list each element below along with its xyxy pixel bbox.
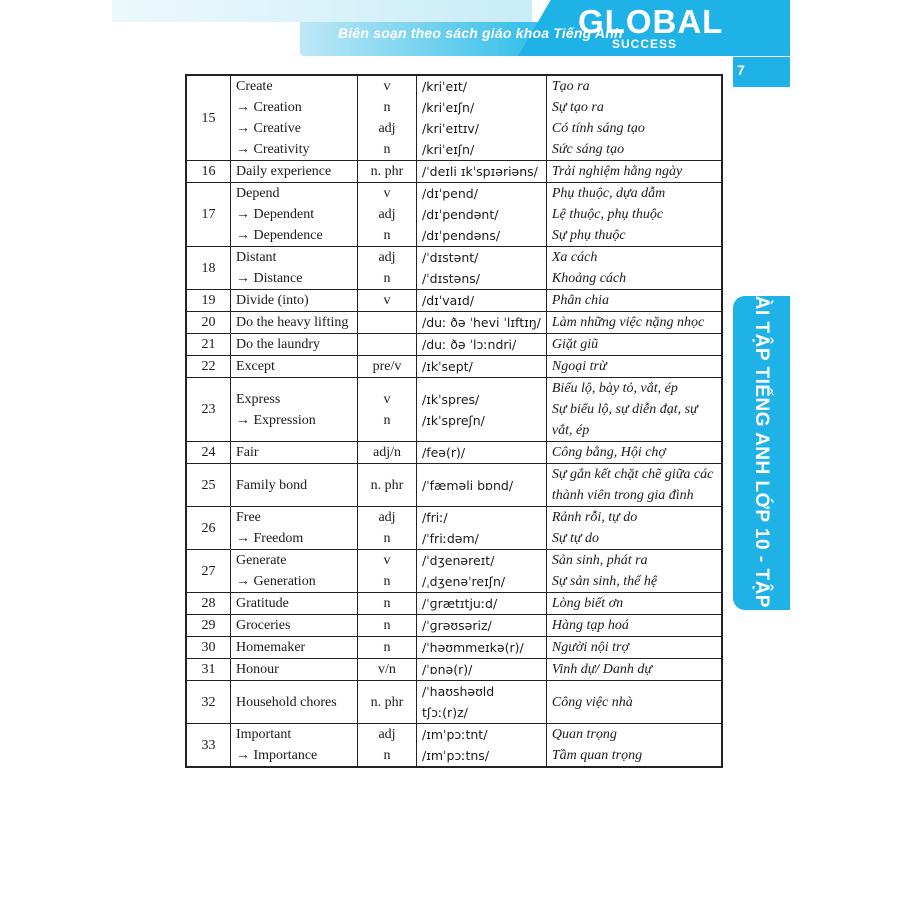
table-row: [186, 161, 722, 183]
entry-number-cell: 22: [186, 356, 231, 378]
entry-pronunciation: /dɪˈpendəns/: [422, 228, 501, 243]
entry-word: Create: [236, 79, 273, 94]
entry-part-of-speech: v: [383, 186, 391, 201]
entry-number-cell: 29: [186, 615, 231, 637]
entry-meaning-cell: [546, 356, 722, 378]
entry-part-of-speech: n: [383, 748, 391, 763]
entry-part-of-speech-cell: [358, 615, 417, 637]
entry-word: Important: [236, 727, 292, 742]
table-row: [186, 615, 722, 637]
entry-meaning: Biểu lộ, bày tỏ, vắt, ép: [551, 381, 678, 396]
entry-part-of-speech: n: [383, 228, 391, 243]
entry-pronunciation: /friː/: [422, 510, 448, 525]
entry-meaning-cell: [546, 183, 722, 247]
entry-meaning: Khoảng cách: [551, 271, 627, 286]
entry-pronunciation-cell: [417, 161, 547, 183]
entry-pronunciation: tʃɔː(r)z/: [422, 705, 468, 720]
entry-pronunciation: /ɪkˈspreʃn/: [422, 412, 485, 428]
entry-word: → Freedom: [236, 531, 304, 546]
entry-word-cell: [231, 334, 358, 356]
entry-number-cell: 31: [186, 659, 231, 681]
entry-word-cell: [231, 378, 358, 442]
entry-word: Honour: [236, 662, 279, 677]
entry-pronunciation: /kriˈeɪʃn/: [422, 142, 475, 157]
entry-part-of-speech-cell: [358, 247, 417, 290]
entry-word: Divide (into): [236, 293, 309, 308]
table-row: [186, 550, 722, 593]
header-subtitle: Biên soạn theo sách giáo khoa Tiếng Anh: [338, 25, 623, 41]
entry-word-cell: [231, 550, 358, 593]
entry-pronunciation-cell: [417, 75, 547, 161]
entry-part-of-speech: n: [383, 574, 391, 589]
entry-meaning: Làm những việc nặng nhọc: [551, 315, 705, 330]
entry-pronunciation-cell: [417, 290, 547, 312]
entry-pronunciation: /ˈhaʊshəʊld: [422, 684, 495, 699]
entry-part-of-speech: n. phr: [370, 164, 404, 179]
entry-meaning: Xa cách: [551, 250, 598, 265]
entry-meaning-cell: [546, 290, 722, 312]
entry-meaning: Công việc nhà: [551, 694, 633, 710]
entry-part-of-speech: adj: [378, 121, 396, 136]
entry-pronunciation: /ˌdʒenəˈreɪʃn/: [422, 574, 506, 589]
entry-part-of-speech: v/n: [378, 662, 396, 677]
entry-word-cell: [231, 507, 358, 550]
entry-pronunciation: /dɪˈpend/: [422, 186, 478, 201]
entry-part-of-speech: adj: [378, 727, 396, 742]
entry-pronunciation: /feə(r)/: [422, 445, 466, 460]
entry-word: → Dependence: [236, 228, 323, 243]
entry-pronunciation: /dɪˈvaɪd/: [422, 293, 475, 308]
entry-part-of-speech: v: [383, 553, 391, 568]
entry-word: Free: [236, 510, 261, 525]
entry-part-of-speech-cell: [358, 378, 417, 442]
entry-word-cell: [231, 659, 358, 681]
entry-word: Express: [236, 391, 281, 407]
entry-part-of-speech-cell: [358, 183, 417, 247]
entry-meaning: Sự tạo ra: [551, 100, 604, 115]
entry-part-of-speech: v: [383, 391, 391, 407]
entry-pronunciation: /ɪmˈpɔːtnt/: [422, 727, 488, 742]
entry-meaning-cell: [546, 593, 722, 615]
entry-meaning: Trải nghiệm hằng ngày: [551, 164, 683, 179]
entry-number-cell: 32: [186, 681, 231, 724]
entry-meaning-cell: [546, 550, 722, 593]
entry-part-of-speech: n: [383, 531, 391, 546]
table-row: [186, 724, 722, 768]
entry-part-of-speech-cell: [358, 442, 417, 464]
entry-part-of-speech: n: [383, 271, 391, 286]
entry-word-cell: [231, 615, 358, 637]
entry-word-cell: [231, 290, 358, 312]
entry-pronunciation: /ˈɡrætɪtjuːd/: [422, 596, 498, 611]
entry-meaning: Công bằng, Hội chợ: [551, 445, 666, 460]
entry-meaning-cell: [546, 75, 722, 161]
entry-part-of-speech-cell: [358, 593, 417, 615]
entry-part-of-speech: n: [383, 142, 391, 157]
entry-pronunciation-cell: [417, 464, 547, 507]
entry-word-cell: [231, 183, 358, 247]
entry-part-of-speech: adj: [378, 510, 396, 525]
table-row: [186, 312, 722, 334]
entry-word: Distant: [236, 250, 277, 265]
entry-pronunciation: /kriˈeɪtɪv/: [422, 121, 479, 136]
entry-word: → Expression: [236, 412, 316, 428]
entry-meaning: Lệ thuộc, phụ thuộc: [551, 207, 664, 222]
entry-meaning: Sự biểu lộ, sự diễn đạt, sự vắt, ép: [551, 402, 698, 438]
entry-meaning: Giặt giũ: [551, 337, 599, 352]
entry-pronunciation: /dɪˈpendənt/: [422, 207, 499, 222]
entry-part-of-speech-cell: [358, 724, 417, 768]
entry-meaning-cell: [546, 464, 722, 507]
table-row: [186, 334, 722, 356]
entry-part-of-speech: n. phr: [370, 477, 404, 493]
entry-part-of-speech: pre/v: [372, 359, 402, 374]
entry-meaning: Sản sinh, phát ra: [551, 553, 648, 568]
entry-word-cell: [231, 312, 358, 334]
entry-number-cell: 33: [186, 724, 231, 768]
entry-meaning: Sự phụ thuộc: [551, 228, 626, 243]
entry-part-of-speech-cell: [358, 290, 417, 312]
entry-pronunciation: /ˈɡrəʊsəriz/: [422, 618, 492, 633]
entry-pronunciation: /ˈfæməli bɒnd/: [422, 477, 514, 493]
entry-number-cell: 18: [186, 247, 231, 290]
entry-part-of-speech: n: [383, 596, 391, 611]
entry-number-cell: 19: [186, 290, 231, 312]
entry-pronunciation: /kriˈeɪt/: [422, 79, 467, 94]
entry-meaning: Sức sáng tạo: [551, 142, 625, 157]
entry-meaning-cell: [546, 312, 722, 334]
entry-number-cell: 20: [186, 312, 231, 334]
entry-pronunciation-cell: [417, 615, 547, 637]
entry-pronunciation: /duː ðə ˈhevi ˈlɪftɪŋ/: [422, 315, 541, 330]
entry-meaning: Sự gắn kết chặt chẽ giữa các thành viên trong gia đình: [551, 467, 714, 503]
entry-number-cell: 28: [186, 593, 231, 615]
entry-word: Gratitude: [236, 596, 289, 611]
entry-meaning: Rảnh rỗi, tự do: [551, 510, 638, 525]
entry-part-of-speech-cell: [358, 356, 417, 378]
entry-word: → Creative: [236, 121, 301, 136]
entry-meaning-cell: [546, 637, 722, 659]
table-row: [186, 507, 722, 550]
entry-part-of-speech-cell: [358, 659, 417, 681]
table-row: [186, 464, 722, 507]
entry-part-of-speech: n: [383, 412, 391, 428]
entry-number-cell: 21: [186, 334, 231, 356]
entry-word: Do the laundry: [236, 337, 320, 352]
table-row: [186, 442, 722, 464]
page-number: 7: [737, 62, 745, 78]
table-row: [186, 659, 722, 681]
entry-word: Depend: [236, 186, 280, 201]
entry-meaning-cell: [546, 615, 722, 637]
entry-word-cell: [231, 247, 358, 290]
entry-meaning: Vinh dự/ Danh dự: [551, 662, 653, 677]
entry-meaning: Sự sản sinh, thế hệ: [551, 574, 658, 589]
entry-pronunciation: /ɪkˈsept/: [422, 359, 473, 374]
table-row: [186, 681, 722, 724]
entry-pronunciation-cell: [417, 507, 547, 550]
entry-meaning-cell: [546, 659, 722, 681]
table-row: [186, 593, 722, 615]
entry-meaning: Sự tự do: [551, 531, 600, 546]
entry-meaning: Người nội trợ: [551, 640, 629, 655]
entry-meaning: Tầm quan trọng: [551, 748, 643, 763]
table-row: [186, 247, 722, 290]
side-tab-label: BÀI TẬP TIẾNG ANH LỚP 10 - TẬP 1: [751, 281, 772, 625]
table-row: [186, 356, 722, 378]
table-row: [186, 290, 722, 312]
entry-pronunciation: /ɪmˈpɔːtns/: [422, 748, 490, 763]
entry-part-of-speech: n: [383, 640, 391, 655]
entry-part-of-speech-cell: [358, 507, 417, 550]
entry-word: → Importance: [236, 748, 318, 763]
entry-word: Household chores: [236, 694, 337, 710]
entry-meaning: Phụ thuộc, dựa dẫm: [551, 186, 666, 201]
entry-word: Do the heavy lifting: [236, 315, 349, 330]
entry-meaning-cell: [546, 378, 722, 442]
entry-pronunciation: /ˈdɪstəns/: [422, 271, 480, 286]
entry-pronunciation: /ɪkˈspres/: [422, 391, 480, 407]
entry-meaning-cell: [546, 507, 722, 550]
entry-pronunciation-cell: [417, 637, 547, 659]
entry-pronunciation-cell: [417, 247, 547, 290]
entry-word: → Creativity: [236, 142, 310, 157]
entry-part-of-speech: n. phr: [370, 694, 404, 710]
entry-word: Fair: [236, 445, 259, 460]
entry-meaning-cell: [546, 681, 722, 724]
entry-meaning-cell: [546, 334, 722, 356]
entry-word-cell: [231, 724, 358, 768]
entry-word-cell: [231, 464, 358, 507]
entry-word-cell: [231, 442, 358, 464]
entry-meaning: Quan trọng: [551, 727, 617, 742]
entry-part-of-speech: adj: [378, 207, 396, 222]
entry-meaning: Tạo ra: [551, 79, 590, 94]
entry-part-of-speech: n: [383, 100, 391, 115]
entry-word: Daily experience: [236, 164, 332, 179]
entry-part-of-speech: n: [383, 618, 391, 633]
entry-part-of-speech-cell: [358, 312, 417, 334]
entry-word: → Generation: [236, 574, 316, 589]
table-row: [186, 75, 722, 161]
entry-pronunciation: /ˈdɪstənt/: [422, 250, 479, 265]
entry-part-of-speech: v: [383, 79, 391, 94]
entry-number-cell: 26: [186, 507, 231, 550]
entry-meaning: Có tính sáng tạo: [551, 121, 645, 136]
entry-word-cell: [231, 593, 358, 615]
table-row: [186, 637, 722, 659]
entry-part-of-speech-cell: [358, 75, 417, 161]
entry-pronunciation-cell: [417, 593, 547, 615]
entry-pronunciation: /duː ðə ˈlɔːndri/: [422, 337, 517, 352]
entry-number-cell: 27: [186, 550, 231, 593]
entry-part-of-speech-cell: [358, 334, 417, 356]
entry-word: Groceries: [236, 618, 291, 633]
entry-pronunciation-cell: [417, 681, 547, 724]
logo-title: GLOBAL: [578, 3, 724, 40]
vocabulary-table: [185, 74, 723, 768]
entry-word: → Distance: [236, 271, 303, 286]
entry-part-of-speech-cell: [358, 681, 417, 724]
entry-number-cell: 16: [186, 161, 231, 183]
entry-pronunciation-cell: [417, 550, 547, 593]
entry-number-cell: 24: [186, 442, 231, 464]
entry-meaning-cell: [546, 442, 722, 464]
entry-pronunciation-cell: [417, 356, 547, 378]
entry-pronunciation: /ˈɒnə(r)/: [422, 662, 473, 677]
table-row: [186, 378, 722, 442]
entry-part-of-speech: adj/n: [373, 445, 401, 460]
entry-pronunciation-cell: [417, 442, 547, 464]
entry-pronunciation: /kriˈeɪʃn/: [422, 100, 475, 115]
entry-number-cell: 23: [186, 378, 231, 442]
entry-meaning-cell: [546, 161, 722, 183]
entry-meaning: Ngoại trừ: [551, 359, 607, 374]
entry-part-of-speech: v: [383, 293, 391, 308]
entry-pronunciation-cell: [417, 334, 547, 356]
entry-word-cell: [231, 75, 358, 161]
entry-pronunciation: /ˈdʒenəreɪt/: [422, 553, 495, 568]
table-row: [186, 183, 722, 247]
entry-meaning: Lòng biết ơn: [551, 596, 624, 611]
entry-word: Family bond: [236, 477, 308, 493]
entry-word: Homemaker: [236, 640, 306, 655]
entry-word: Except: [236, 359, 275, 374]
entry-word-cell: [231, 637, 358, 659]
entry-number-cell: 30: [186, 637, 231, 659]
entry-word: → Dependent: [236, 207, 315, 222]
entry-pronunciation: /ˈdeɪli ɪkˈspɪəriəns/: [422, 164, 538, 179]
entry-word-cell: [231, 161, 358, 183]
entry-pronunciation-cell: [417, 183, 547, 247]
entry-meaning-cell: [546, 724, 722, 768]
entry-meaning: Hàng tạp hoá: [551, 618, 629, 633]
entry-part-of-speech-cell: [358, 161, 417, 183]
entry-number-cell: 15: [186, 75, 231, 161]
entry-word-cell: [231, 681, 358, 724]
entry-pronunciation: /ˈfriːdəm/: [422, 531, 479, 546]
entry-word: → Creation: [236, 100, 302, 115]
entry-word-cell: [231, 356, 358, 378]
entry-pronunciation-cell: [417, 724, 547, 768]
logo-subtitle: SUCCESS: [612, 37, 678, 51]
entry-part-of-speech-cell: [358, 637, 417, 659]
entry-pronunciation: /ˈhəʊmmeɪkə(r)/: [422, 640, 524, 655]
vocabulary-table-body: [186, 75, 722, 767]
entry-part-of-speech-cell: [358, 464, 417, 507]
entry-part-of-speech: adj: [378, 250, 396, 265]
header-banner-light: [112, 0, 532, 22]
entry-pronunciation-cell: [417, 659, 547, 681]
entry-meaning: Phân chia: [551, 293, 610, 308]
entry-word: Generate: [236, 553, 287, 568]
entry-pronunciation-cell: [417, 378, 547, 442]
entry-number-cell: 17: [186, 183, 231, 247]
entry-number-cell: 25: [186, 464, 231, 507]
entry-part-of-speech-cell: [358, 550, 417, 593]
entry-pronunciation-cell: [417, 312, 547, 334]
entry-meaning-cell: [546, 247, 722, 290]
